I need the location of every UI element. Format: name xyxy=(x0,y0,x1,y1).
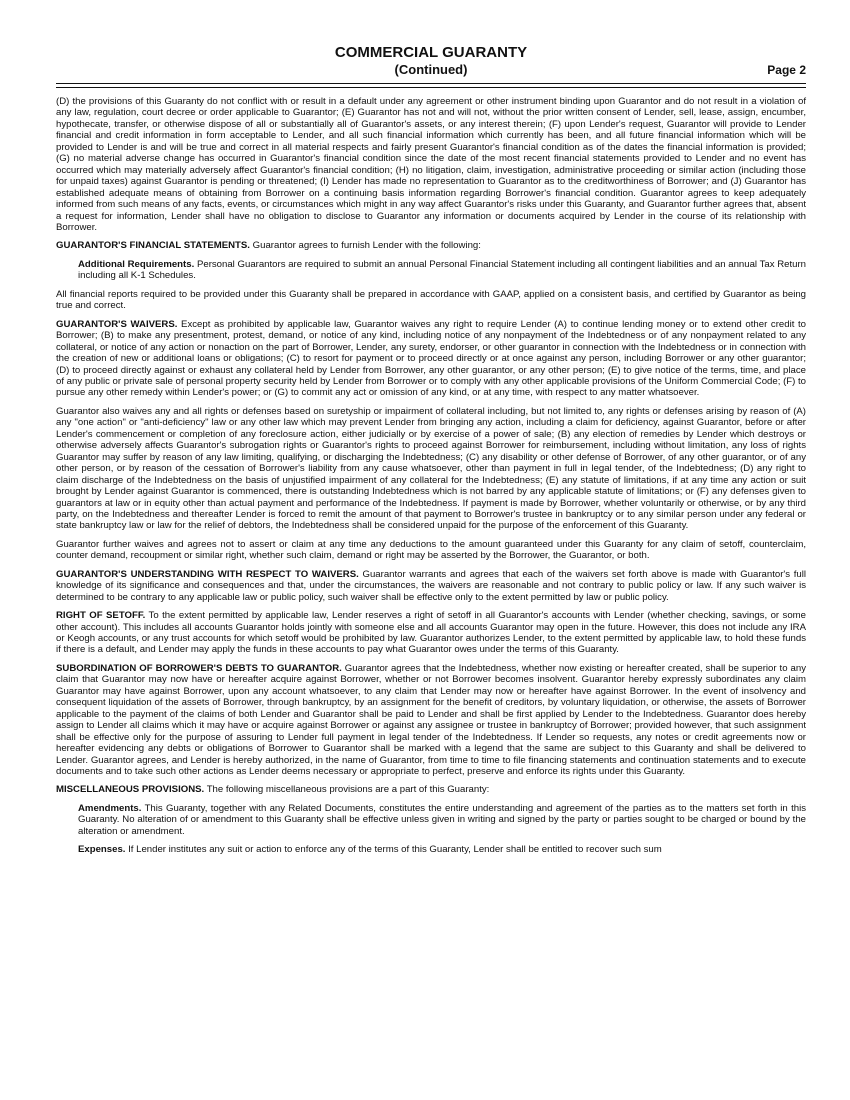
page-header xyxy=(56,0,806,80)
paragraph-representations xyxy=(56,96,806,233)
paragraph-right-of-setoff xyxy=(56,610,806,656)
document-subtitle: (Continued) xyxy=(394,62,468,77)
paragraph-miscellaneous xyxy=(56,784,806,795)
section-heading: Additional Requirements. xyxy=(78,258,195,270)
paragraph-understanding-waivers xyxy=(56,569,806,603)
paragraph-financial-reports xyxy=(56,289,806,312)
paragraph-text: Guarantor also waives any and all rights or defenses based on suretyship or impairment of collateral including, but not limited to, any rights or defenses arising by reason of (A) any "one action" or "anti-deficiency" law or any other law which may prevent Lender from bringing any action, including a claim for deficiency, against Guarantor, before or after Lender's commencement or completion of any foreclosure action, either judicially or by exercise of a power of sale; (B) any election of remedies by Lender which destroys or otherwise adversely affects Guarantor's subrogation rights or Guarantor's rights to proceed against Borrower for reimbursement, including without limitation, any loss of rights Guarantor may suffer by reason of any law limiting, qualifying, or discharging the Indebtedness; (C) any disability or other defense of Borrower, of any other guarantor, or of any other person, or by reason of the cessation of Borrower's liability from any cause whatsoever, other than payment in full in legal tender, of the Indebtedness; (D) any right to claim discharge of the Indebtedness on the basis of unjustified impairment of any collateral for the Indebtedness; (E) any statute of limitations, if at any time any action or suit brought by Lender against Guarantor is commenced, there is outstanding Indebtedness which is not barred by any applicable statute of limitations; or (F) any defenses given to guarantors at law or in equity other than actual payment and performance of the Indebtedness. If payment is made by Borrower, whether voluntarily or otherwise, or by any third party, on the Indebtedness and thereafter Lender is forced to remit the amount of that payment to Borrower's trustee in bankruptcy or to any similar person under any federal or state bankruptcy law or law for the relief of debtors, the Indebtedness shall be considered unpaid for the purpose of the enforcement of this Guaranty. xyxy=(56,405,806,532)
paragraph-text: Except as prohibited by applicable law, Guarantor waives any right to require Lender (A) to continue lending money or to extend other credit to Borrower; (B) to make any presentment, protest, demand, or notice of any kind, including notice of any nonpayment of the Indebtedness or of any nonpayment related to any collateral, or notice of any action or nonaction on the part of Borrower, Lender, any surety, endorser, or other guarantor in connection with the Indebtedness or in connection with the creation of new or additional loans or obligations; (C) to resort for payment or to proceed directly or at once against any person, including Borrower or any other guarantor; (D) to proceed directly against or exhaust any collateral held by Lender from Borrower, any other guarantor, or any other person; (E) to give notice of the terms, time, and place of any public or private sale of personal property security held by Lender from Borrower or to comply with any other applicable provisions of the Uniform Commercial Code; (F) to pursue any other remedy within Lender's power; or (G) to commit any act or omission of any kind, or at any time, with respect to any matter whatsoever. xyxy=(56,318,807,399)
document-body xyxy=(56,96,806,863)
paragraph-text: This Guaranty, together with any Related Documents, constitutes the entire understanding and agreement of the parties as to the matters set forth in this Guaranty. No alteration of or amendment to this Guaranty shall be effective unless given in writing and signed by the party or parties sought to be charged or bound by the alteration or amendment. xyxy=(78,802,806,837)
header-rule-bottom xyxy=(56,87,806,88)
paragraph-text: Guarantor warrants and agrees that each of the waivers set forth above is made with Guarantor's full knowledge of its significance and consequences and that, under the circumstances, the waivers are reasonable and not contrary to public policy or law. If any such waiver is determined to be contrary to any applicable law or public policy, such waiver shall be effective only to the extent permitted by law or public policy. xyxy=(56,568,806,603)
section-heading: RIGHT OF SETOFF. xyxy=(56,610,146,622)
paragraph-text: Personal Guarantors are required to submit an annual Personal Financial Statement including all contingent liabilities and an annual Tax Return including all K-1 Schedules. xyxy=(78,258,807,282)
paragraph-text: The following miscellaneous provisions are a part of this Guaranty: xyxy=(204,784,490,796)
header-rule-top xyxy=(56,83,806,84)
section-heading: GUARANTOR'S FINANCIAL STATEMENTS. xyxy=(56,240,250,252)
page-number: Page 2 xyxy=(767,63,806,77)
section-heading: Amendments. xyxy=(78,802,142,814)
paragraph-subordination xyxy=(56,663,806,778)
paragraph-waivers xyxy=(56,319,806,399)
paragraph-text: Guarantor agrees to furnish Lender with the following: xyxy=(249,240,481,252)
document-page xyxy=(56,0,807,856)
paragraph-expenses xyxy=(78,844,806,855)
paragraph-financial-statements xyxy=(56,240,806,251)
paragraph-text: Guarantor further waives and agrees not to assert or claim at any time any deductions to the amount guaranteed under this Guaranty for any claim of setoff, counterclaim, counter demand, recoupment or similar right, whether such claim, demand or right may be asserted by the Borrower, the Guarantor, or both. xyxy=(56,538,806,562)
section-heading: GUARANTOR'S UNDERSTANDING WITH RESPECT TO WAIVERS. xyxy=(56,568,359,580)
paragraph-text: Guarantor agrees that the Indebtedness, whether now existing or hereafter created, shall be superior to any claim that Guarantor may now have or hereafter acquire against Borrower, whether or not Borrower becomes insolvent. Guarantor hereby expressly subordinates any claim Guarantor may have against Borrower, upon any account whatsoever, to any claim that Lender may now or hereafter have against Borrower. In the event of insolvency and consequent liquidation of the assets of Borrower, through bankruptcy, by an assignment for the benefit of creditors, by voluntary liquidation, or otherwise, the assets of Borrower applicable to the payment of the claims of both Lender and Guarantor shall be paid to Lender and shall be first applied by Lender to the Indebtedness. Guarantor does hereby assign to Lender all claims which it may have or acquire against Borrower or against any assignee or trustee in bankruptcy of Borrower; provided however, that such assignment shall be effective only for the purpose of assuring to Lender full payment in legal tender of the Indebtedness. If Lender so requests, any notes or credit agreements now or hereafter evidencing any debts or obligations of Borrower to Guarantor shall be marked with a legend that the same are subject to this Guaranty and shall be delivered to Lender. Guarantor agrees, and Lender is hereby authorized, in the name of Guarantor, from time to time to file financing statements and continuation statements and to execute documents and to take such other actions as Lender deems necessary or appropriate to perfect, preserve and enforce its rights under this Guaranty. xyxy=(56,662,806,778)
paragraph-suretyship-waivers xyxy=(56,406,806,532)
paragraph-text: To the extent permitted by applicable law, Lender reserves a right of setoff in all Guarantor's accounts with Lender (whether checking, savings, or some other account). This includes all accounts Guarantor holds jointly with someone else and all accounts Guarantor may open in the future. However, this does not include any IRA or Keogh accounts, or any trust accounts for which setoff would be prohibited by law. Guarantor authorizes Lender, to the extent permitted by applicable law, to hold these funds if there is a default, and Lender may apply the funds in these accounts to pay what Guarantor owes under the terms of this Guaranty. xyxy=(56,610,806,656)
section-heading: Expenses. xyxy=(78,844,126,856)
paragraph-additional-requirements xyxy=(78,259,806,282)
document-title: COMMERCIAL GUARANTY xyxy=(334,44,528,61)
paragraph-text: If Lender institutes any suit or action to enforce any of the terms of this Guaranty, Lender shall be entitled to recover such sum xyxy=(125,844,662,856)
paragraph-setoff-waiver xyxy=(56,539,806,562)
section-heading: SUBORDINATION OF BORROWER'S DEBTS TO GUARANTOR. xyxy=(56,662,342,674)
paragraph-amendments xyxy=(78,803,806,837)
paragraph-text: (D) the provisions of this Guaranty do not conflict with or result in a default under any agreement or other instrument binding upon Guarantor and do not result in a violation of any law, regulation, court decree or order applicable to Guarantor; (E) Guarantor has not and will not, without the prior written consent of Lender, sell, lease, assign, encumber, hypothecate, transfer, or otherwise dispose of all or substantially all of Guarantor's assets, or any interest therein; (F) upon Lender's request, Guarantor will provide to Lender financial and credit information in form acceptable to Lender, and all such financial information which currently has been, and all future financial information which will be provided to Lender is and will be true and correct in all material respects and fairly present Guarantor's financial condition as of the dates the financial information is provided; (G) no material adverse change has occurred in Guarantor's financial condition since the date of the most recent financial statements provided to Lender and no event has occurred which may materially adversely affect Guarantor's financial condition; (H) no litigation, claim, investigation, administrative proceeding or similar action (including those for unpaid taxes) against Guarantor is pending or threatened; (I) Lender has made no representation to Guarantor as to the creditworthiness of Borrower; and (J) Guarantor has established adequate means of obtaining from Borrower on a continuing basis information regarding Borrower's financial condition. Guarantor agrees to keep adequately informed from such means of any facts, events, or circumstances which might in any way affect Guarantor's risks under this Guaranty, and Guarantor further agrees that, absent a request for information, Lender shall have no obligation to disclose to Guarantor any information or documents acquired by Lender in the course of its relationship with Borrower. xyxy=(56,96,806,233)
paragraph-text: All financial reports required to be provided under this Guaranty shall be prepared in accordance with GAAP, applied on a consistent basis, and certified by Guarantor as being true and correct. xyxy=(56,288,806,312)
section-heading: MISCELLANEOUS PROVISIONS. xyxy=(56,784,205,796)
section-heading: GUARANTOR'S WAIVERS. xyxy=(56,318,178,330)
